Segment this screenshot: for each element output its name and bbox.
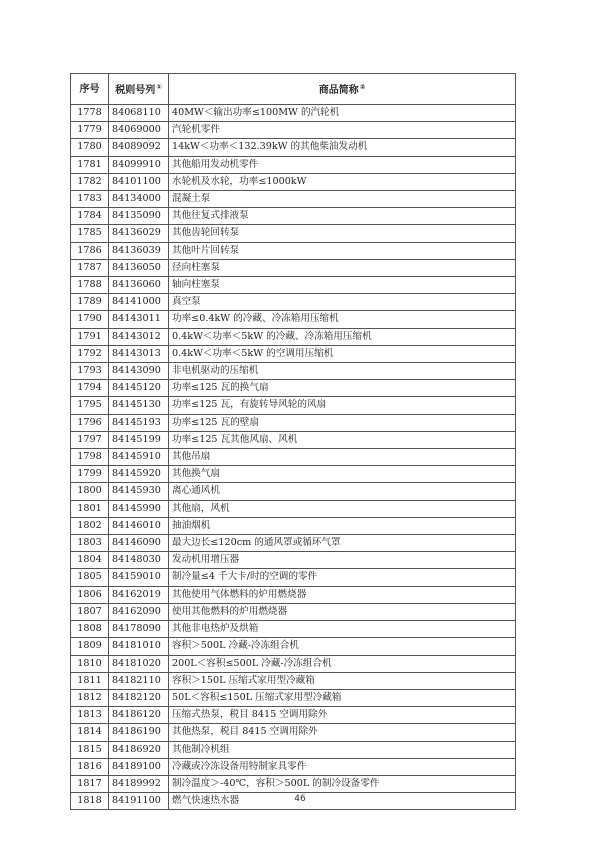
- row-seq: 1787: [71, 259, 109, 276]
- row-seq: 1795: [71, 397, 109, 414]
- table-row: [71, 638, 516, 655]
- row-seq: 1808: [71, 621, 109, 638]
- row-name: 其他往复式排液泵: [169, 208, 516, 225]
- row-name: 其他扇，风机: [169, 500, 516, 517]
- row-code: 84181020: [109, 655, 169, 672]
- row-seq: 1779: [71, 122, 109, 139]
- row-seq: 1792: [71, 345, 109, 362]
- row-seq: 1816: [71, 758, 109, 775]
- row-code: 84101100: [109, 173, 169, 190]
- row-name: 冷藏或冷冻设备用特制家具零件: [169, 758, 516, 775]
- row-name: 0.4kW＜功率＜5kW 的冷藏、冷冻箱用压缩机: [169, 328, 516, 345]
- table-row: [71, 775, 516, 792]
- row-code: 84162019: [109, 586, 169, 603]
- row-seq: 1789: [71, 294, 109, 311]
- table-row: [71, 741, 516, 758]
- row-name: 容积＞500L 冷藏-冷冻组合机: [169, 638, 516, 655]
- table-row: [71, 363, 516, 380]
- row-code: 84146090: [109, 535, 169, 552]
- row-name: 轴向柱塞泵: [169, 277, 516, 294]
- row-seq: 1803: [71, 535, 109, 552]
- row-name: 径向柱塞泵: [169, 259, 516, 276]
- row-code: 84178090: [109, 621, 169, 638]
- table-row: [71, 259, 516, 276]
- row-name: 真空泵: [169, 294, 516, 311]
- row-name: 制冷量≤4 千大卡/时的空调的零件: [169, 569, 516, 586]
- row-code: 84145990: [109, 500, 169, 517]
- row-code: 84143012: [109, 328, 169, 345]
- table-row: [71, 466, 516, 483]
- row-seq: 1812: [71, 689, 109, 706]
- row-code: 84136029: [109, 225, 169, 242]
- row-code: 84141000: [109, 294, 169, 311]
- row-name: 制冷温度＞-40℃，容积＞500L 的制冷设备零件: [169, 775, 516, 792]
- table-row: [71, 707, 516, 724]
- table-row: [71, 328, 516, 345]
- row-code: 84181010: [109, 638, 169, 655]
- row-code: 84068110: [109, 105, 169, 122]
- row-code: 84145920: [109, 466, 169, 483]
- row-name: 汽轮机零件: [169, 122, 516, 139]
- row-seq: 1799: [71, 466, 109, 483]
- row-seq: 1809: [71, 638, 109, 655]
- table-row: [71, 586, 516, 603]
- table-row: [71, 397, 516, 414]
- row-name: 燃气快速热水器: [169, 793, 516, 810]
- row-code: 84162090: [109, 603, 169, 620]
- row-name: 其他换气扇: [169, 466, 516, 483]
- row-name: 最大边长≤120cm 的通风罩或循环气罩: [169, 535, 516, 552]
- row-code: 84182110: [109, 672, 169, 689]
- table-row: [71, 139, 516, 156]
- table-row: [71, 122, 516, 139]
- row-seq: 1783: [71, 191, 109, 208]
- table-row: [71, 552, 516, 569]
- row-code: 84069000: [109, 122, 169, 139]
- table-row: [71, 277, 516, 294]
- row-seq: 1778: [71, 105, 109, 122]
- row-code: 84186920: [109, 741, 169, 758]
- row-name: 压缩式热泵，税目 8415 空调用除外: [169, 707, 516, 724]
- row-seq: 1780: [71, 139, 109, 156]
- table-row: [71, 621, 516, 638]
- footnote-mark-1: ①: [156, 83, 162, 91]
- row-code: 84099910: [109, 156, 169, 173]
- row-seq: 1801: [71, 500, 109, 517]
- row-seq: 1806: [71, 586, 109, 603]
- row-name: 使用其他燃料的炉用燃烧器: [169, 603, 516, 620]
- row-name: 50L＜容积≤150L 压缩式家用型冷藏箱: [169, 689, 516, 706]
- row-seq: 1786: [71, 242, 109, 259]
- row-seq: 1804: [71, 552, 109, 569]
- footnote-mark-2: ②: [359, 83, 366, 91]
- row-seq: 1794: [71, 380, 109, 397]
- row-seq: 1793: [71, 363, 109, 380]
- table-row: [71, 225, 516, 242]
- table-row: [71, 724, 516, 741]
- row-code: 84145130: [109, 397, 169, 414]
- row-seq: 1802: [71, 517, 109, 534]
- row-name: 功率≤125 瓦的换气扇: [169, 380, 516, 397]
- table-row: [71, 483, 516, 500]
- header-seq: 序号: [71, 74, 109, 105]
- table-row: [71, 208, 516, 225]
- row-name: 0.4kW＜功率＜5kW 的空调用压缩机: [169, 345, 516, 362]
- table-row: [71, 345, 516, 362]
- row-name: 混凝土泵: [169, 191, 516, 208]
- row-seq: 1805: [71, 569, 109, 586]
- row-name: 其他非电热炉及烘箱: [169, 621, 516, 638]
- row-name: 其他吊扇: [169, 449, 516, 466]
- row-seq: 1782: [71, 173, 109, 190]
- row-code: 84145910: [109, 449, 169, 466]
- row-seq: 1796: [71, 414, 109, 431]
- table-row: [71, 535, 516, 552]
- row-seq: 1788: [71, 277, 109, 294]
- row-code: 84136050: [109, 259, 169, 276]
- table-row: [71, 242, 516, 259]
- table-row: [71, 380, 516, 397]
- row-seq: 1800: [71, 483, 109, 500]
- row-code: 84186120: [109, 707, 169, 724]
- row-seq: 1818: [71, 793, 109, 810]
- row-seq: 1791: [71, 328, 109, 345]
- table-row: [71, 655, 516, 672]
- table-row: [71, 156, 516, 173]
- row-code: 84189100: [109, 758, 169, 775]
- row-name: 离心通风机: [169, 483, 516, 500]
- row-name: 抽油烟机: [169, 517, 516, 534]
- row-seq: 1797: [71, 431, 109, 448]
- row-name: 功率≤0.4kW 的冷藏、冷冻箱用压缩机: [169, 311, 516, 328]
- row-code: 84145120: [109, 380, 169, 397]
- row-code: 84134000: [109, 191, 169, 208]
- row-name: 其他齿轮回转泵: [169, 225, 516, 242]
- row-name: 功率≤125 瓦其他风扇、风机: [169, 431, 516, 448]
- row-code: 84148030: [109, 552, 169, 569]
- row-name: 非电机驱动的压缩机: [169, 363, 516, 380]
- table-row: [71, 294, 516, 311]
- row-name: 其他使用气体燃料的炉用燃烧器: [169, 586, 516, 603]
- row-code: 84143090: [109, 363, 169, 380]
- row-seq: 1814: [71, 724, 109, 741]
- row-code: 84136039: [109, 242, 169, 259]
- row-name: 水轮机及水轮，功率≤1000kW: [169, 173, 516, 190]
- row-code: 84145930: [109, 483, 169, 500]
- table-row: [71, 689, 516, 706]
- row-seq: 1790: [71, 311, 109, 328]
- row-name: 其他热泵，税目 8415 空调用除外: [169, 724, 516, 741]
- row-seq: 1781: [71, 156, 109, 173]
- row-seq: 1807: [71, 603, 109, 620]
- table-row: [71, 758, 516, 775]
- row-seq: 1810: [71, 655, 109, 672]
- table-body: [71, 105, 516, 810]
- row-seq: 1798: [71, 449, 109, 466]
- row-name: 其他叶片回转泵: [169, 242, 516, 259]
- row-code: 84182120: [109, 689, 169, 706]
- table-row: [71, 449, 516, 466]
- row-code: 84145193: [109, 414, 169, 431]
- table-row: [71, 431, 516, 448]
- row-seq: 1811: [71, 672, 109, 689]
- row-name: 40MW＜输出功率≤100MW 的汽轮机: [169, 105, 516, 122]
- table-row: [71, 672, 516, 689]
- table-row: [71, 173, 516, 190]
- table-row: [71, 414, 516, 431]
- row-code: 84189992: [109, 775, 169, 792]
- row-seq: 1784: [71, 208, 109, 225]
- row-code: 84089092: [109, 139, 169, 156]
- row-name: 发动机用增压器: [169, 552, 516, 569]
- row-seq: 1815: [71, 741, 109, 758]
- row-code: 84146010: [109, 517, 169, 534]
- row-name: 200L＜容积≤500L 冷藏-冷冻组合机: [169, 655, 516, 672]
- row-name: 其他制冷机组: [169, 741, 516, 758]
- table-row: [71, 603, 516, 620]
- row-seq: 1785: [71, 225, 109, 242]
- row-code: 84145199: [109, 431, 169, 448]
- row-name: 14kW＜功率＜132.39kW 的其他柴油发动机: [169, 139, 516, 156]
- row-name: 容积＞150L 压缩式家用型冷藏箱: [169, 672, 516, 689]
- row-code: 84136060: [109, 277, 169, 294]
- row-seq: 1813: [71, 707, 109, 724]
- row-name: 功率≤125 瓦，有旋转导风轮的风扇: [169, 397, 516, 414]
- row-code: 84186190: [109, 724, 169, 741]
- table-row: [71, 311, 516, 328]
- page-number: 46: [294, 794, 306, 804]
- row-seq: 1817: [71, 775, 109, 792]
- row-code: 84143013: [109, 345, 169, 362]
- tariff-table: [70, 73, 516, 810]
- header-name: 商品简称②: [169, 74, 516, 105]
- table-row: [71, 500, 516, 517]
- row-name: 其他船用发动机零件: [169, 156, 516, 173]
- row-name: 功率≤125 瓦的壁扇: [169, 414, 516, 431]
- row-code: 84143011: [109, 311, 169, 328]
- row-code: 84191100: [109, 793, 169, 810]
- row-code: 84159010: [109, 569, 169, 586]
- header-code: 税则号列①: [109, 74, 169, 105]
- table-row: [71, 105, 516, 122]
- row-code: 84135090: [109, 208, 169, 225]
- table-row: [71, 191, 516, 208]
- table-row: [71, 517, 516, 534]
- table-header-row: [71, 74, 516, 105]
- table-row: [71, 569, 516, 586]
